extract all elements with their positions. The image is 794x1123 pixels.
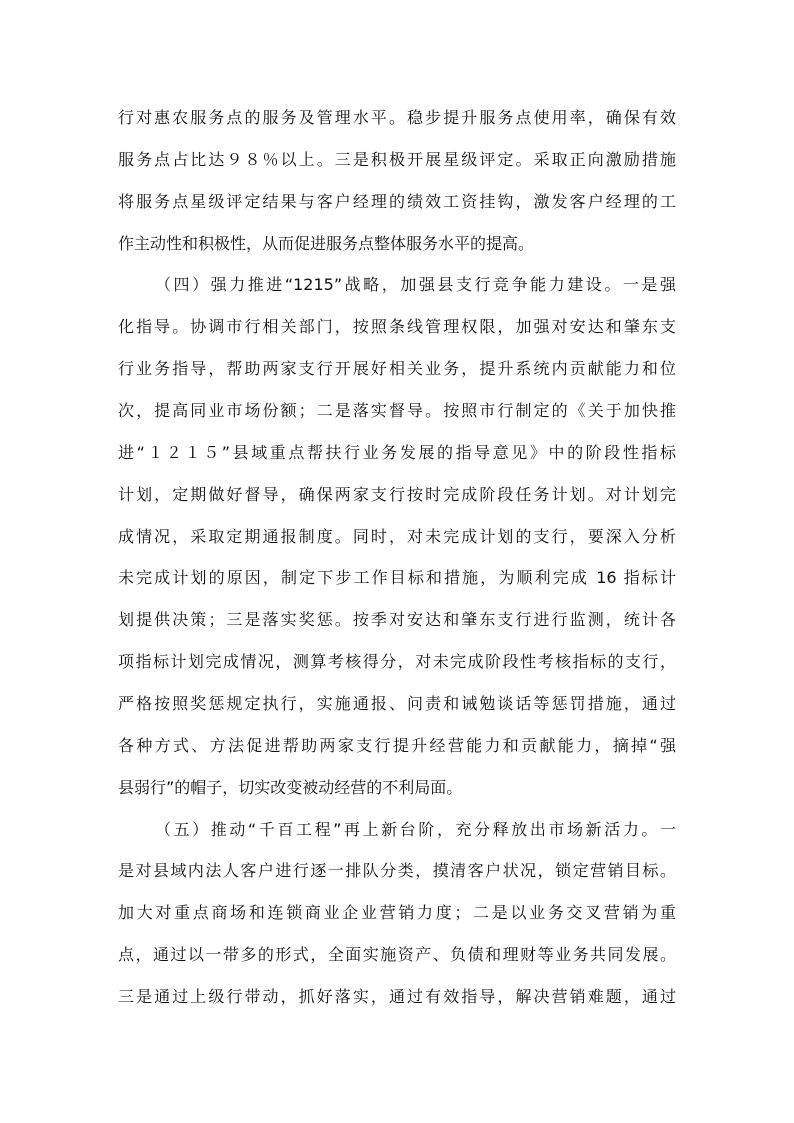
text-line: 划提供决策；三是落实奖惩。按季对安达和肇东支行进行监测，统计各 (118, 610, 676, 630)
paragraph-section-4 (118, 264, 676, 808)
text-line: 次，提高同业市场份额；二是落实督导。按照市行制定的《关于加快推 (118, 401, 676, 421)
text-line: （四）强力推进“1215”战略，加强县支行竞争能力建设。一是强 (155, 275, 676, 295)
text-line: 各种方式、方法促进帮助两家支行提升经营能力和贡献能力，摘掉“强 (118, 735, 676, 755)
document-body (118, 97, 676, 1018)
paragraph-continuation (118, 97, 676, 264)
text-line: 成情况，采取定期通报制度。同时，对未完成计划的支行，要深入分析 (118, 526, 676, 546)
text-line: 县弱行”的帽子，切实改变被动经营的不利局面。 (118, 777, 463, 797)
text-line: 服务点占比达９８％以上。三是积极开展星级评定。采取正向激励措施 (118, 149, 676, 169)
text-line: 将服务点星级评定结果与客户经理的绩效工资挂钩，激发客户经理的工 (118, 191, 676, 211)
text-line: 化指导。协调市行相关部门，按照条线管理权限，加强对安达和肇东支 (118, 317, 676, 337)
paragraph-section-5 (118, 809, 676, 1018)
text-line: 进“１２１５”县域重点帮扶行业务发展的指导意见》中的阶段性指标 (118, 442, 676, 462)
text-line: 作主动性和积极性，从而促进服务点整体服务水平的提高。 (118, 233, 535, 253)
text-line: 严格按照奖惩规定执行，实施通报、问责和诫勉谈话等惩罚措施，通过 (118, 694, 676, 714)
text-line: 行对惠农服务点的服务及管理水平。稳步提升服务点使用率，确保有效 (118, 108, 676, 127)
text-line: 行业务指导，帮助两家支行开展好相关业务，提升系统内贡献能力和位 (118, 359, 676, 379)
text-line: 计划，定期做好督导，确保两家支行按时完成阶段任务计划。对计划完 (118, 484, 676, 504)
text-line: 三是通过上级行带动，抓好落实，通过有效指导，解决营销难题，通过 (118, 987, 676, 1007)
text-line: （五）推动“千百工程”再上新台阶，充分释放出市场新活力。一 (155, 819, 676, 839)
text-line: 项指标计划完成情况，测算考核得分，对未完成阶段性考核指标的支行， (118, 652, 676, 672)
text-line: 加大对重点商场和连锁商业企业营销力度；二是以业务交叉营销为重 (118, 903, 676, 923)
text-line: 未完成计划的原因，制定下步工作目标和措施，为顺利完成 16 指标计 (118, 568, 676, 588)
text-line: 是对县域内法人客户进行逐一排队分类，摸清客户状况，锁定营销目标。 (118, 861, 676, 881)
text-line: 点，通过以一带多的形式，全面实施资产、负债和理财等业务共同发展。 (118, 945, 676, 965)
